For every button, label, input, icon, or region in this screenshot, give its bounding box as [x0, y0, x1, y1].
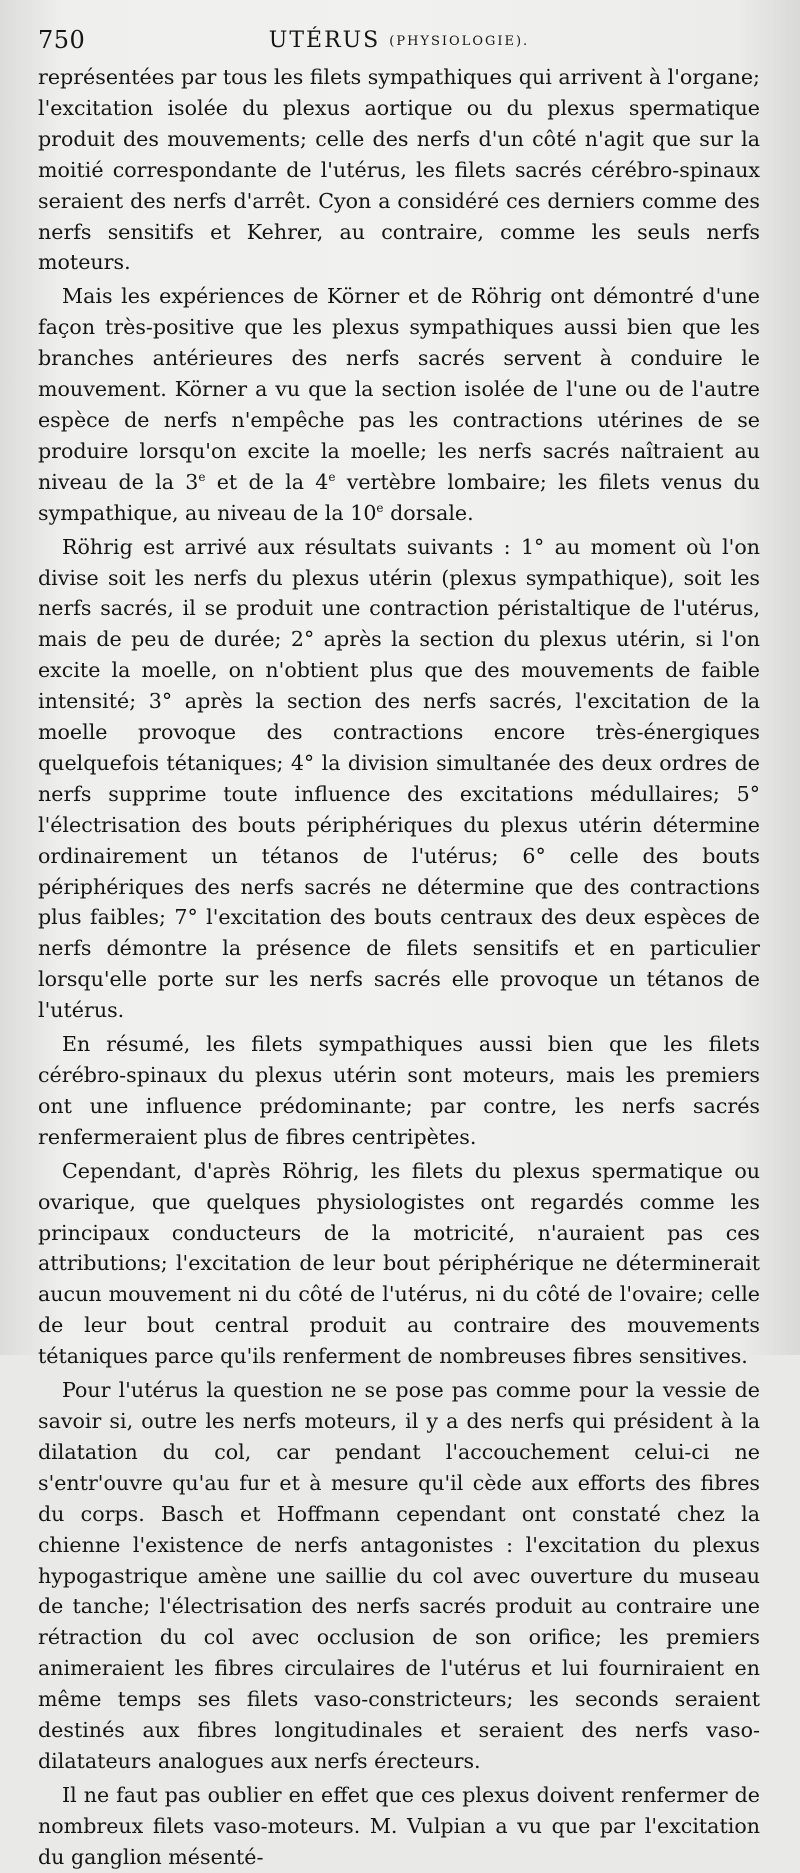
paragraph-3: Röhrig est arrivé aux résultats suivants : 1° au moment où l'on divise soit les nerfs du plexus utérin (plexus sympathique), soit les nerfs sacrés, il se produit une contraction péristaltique de l'utérus, mais de peu de durée; 2° après la section du plexus utérin, si l'on excite la moelle, on n'obtient plus que des mouvements de faible intensité; 3° après la section des nerfs sacrés, l'excitation de la moelle provoque des contractions encore très-énergiques quelquefois tétaniques; 4° la division simultanée des deux ordres de nerfs supprime toute influence des excitations médullaires; 5° l'électrisation des bouts périphériques du plexus utérin détermine ordinairement un tétanos de l'utérus; 6° celle des bouts périphériques des nerfs sacrés ne détermine que des contractions plus faibles; 7° l'excitation des bouts centraux des deux espèces de nerfs démontre la présence de filets sensitifs et en particulier lorsqu'elle porte sur les nerfs sacrés elle provoque un tétanos de l'utérus. — [38, 534, 760, 1023]
paragraph-7: Il ne faut pas oublier en effet que ces plexus doivent renfermer de nombreux filets vaso-moteurs. M. Vulpian a vu que par l'excitation du ganglion mésenté- — [38, 1782, 760, 1869]
running-head-title: UTÉRUS — [268, 28, 381, 53]
paragraph-1: représentées par tous les filets sympathiques qui arrivent à l'organe; l'excitation isolée du plexus aortique ou du plexus spermatique produit des mouvements; celle des nerfs d'un côté n'agit que sur la moitié correspondante de l'utérus, les filets sacrés cérébro-spinaux seraient des nerfs d'arrêt. Cyon a considéré ces derniers comme des nerfs sensitifs et Kehrer, au contraire, comme les seuls nerfs moteurs. — [38, 65, 760, 275]
paragraph-5: Cependant, d'après Röhrig, les filets du plexus spermatique ou ovarique, que quelques physiologistes ont regardés comme les principaux conducteurs de la motricité, n'auraient pas ces attributions; l'excitation de leur bout périphérique ne déterminerait aucun mouvement ni du côté de l'utérus, ni du côté de l'ovaire; celle de leur bout central produit au contraire des mouvements tétaniques parce qu'ils renferment de nombreuses fibres sensitives. — [38, 1158, 760, 1369]
page-header — [38, 20, 760, 54]
body-text — [38, 62, 760, 1873]
page-number: 750 — [38, 26, 86, 54]
running-head-subtitle: (PHYSIOLOGIE). — [389, 34, 530, 49]
paragraph-2-mid: et de la 4 — [205, 469, 329, 494]
superscript-e: e — [198, 469, 206, 484]
paragraph-4: En résumé, les filets sympathiques aussi bien que les filets cérébro-spinaux du plexus utérin sont moteurs, mais les premiers ont une influence prédominante; par contre, les nerfs sacrés renfermeraient plus de fibres centripètes. — [38, 1032, 760, 1149]
paragraph-2-end: dorsale. — [383, 500, 474, 525]
superscript-e: e — [376, 500, 384, 515]
paragraph-6: Pour l'utérus la question ne se pose pas comme pour la vessie de savoir si, outre les nerfs moteurs, il y a des nerfs qui président à la dilatation du col, car pendant l'accouchement celui-ci ne s'entr'ouvre qu'au fur et à mesure qu'il cède aux efforts des fibres du corps. Basch et Hoffmann cependant ont constaté chez la chienne l'existence de nerfs antagonistes : l'excitation du plexus hypogastrique amène une saillie du col avec ouverture du museau de tanche; l'électrisation des nerfs sacrés produit au contraire une rétraction du col avec occlusion de son orifice; les premiers animeraient les fibres circulaires de l'utérus et lui fourniraient en même temps ses filets vaso-constricteurs; les seconds seraient destinés aux fibres longitudinales et seraient des nerfs vaso-dilatateurs analogues aux nerfs érecteurs. — [38, 1378, 760, 1773]
paragraph-2-mid2: vertèbre lombaire; les filets venus du sympathique, au niveau de la 10 — [38, 469, 760, 525]
superscript-e: e — [328, 469, 336, 484]
paragraph-2-text: Mais les expériences de Körner et de Röhrig ont démontré d'une façon très-positive que les plexus sympathiques aussi bien que les branches antérieures des nerfs sacrés servent à conduire le mouvement. Körner a vu que la section isolée de l'une ou de l'autre espèce de nerfs n'empêche pas les contractions utérines de se produire lorsqu'on excite la moelle; les nerfs sacrés naîtraient au niveau de la 3 — [38, 284, 760, 494]
paragraph-2 — [38, 281, 760, 528]
running-head — [38, 28, 760, 53]
